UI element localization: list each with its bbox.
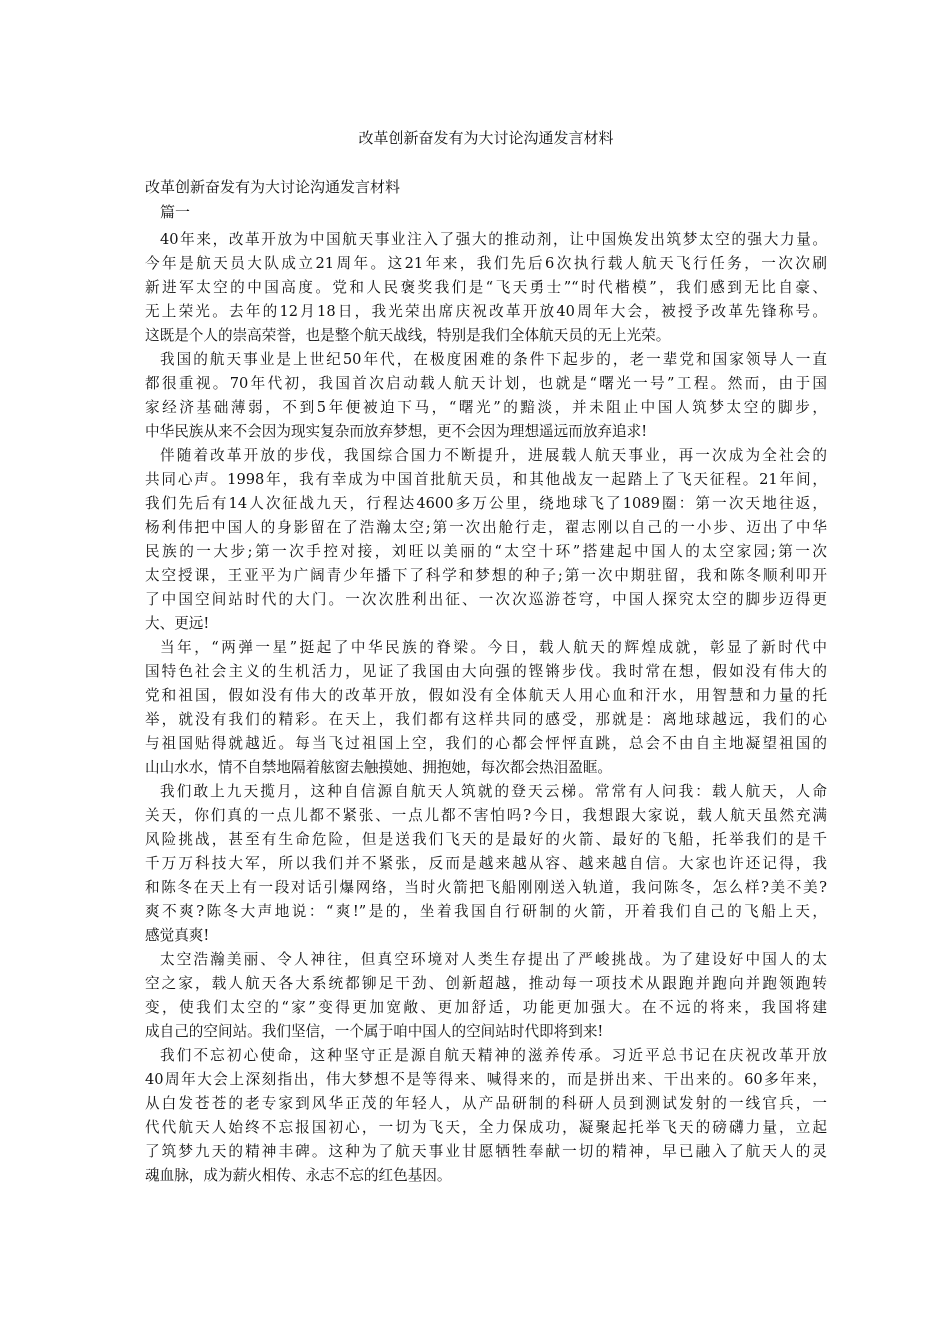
paragraph-line: 40年来，改革开放为中国航天事业注入了强大的推动剂，让中国焕发出筑梦太空的强大力量。 bbox=[160, 231, 827, 248]
paragraph-line: 了中国空间站时代的大门。一次次胜利出征、一次次巡游苍穹，中国人探究太空的脚步迈得更 bbox=[145, 591, 827, 608]
paragraph-line: 我们不忘初心使命，这种坚守正是源自航天精神的滋养传承。习近平总书记在庆祝改革开放 bbox=[160, 1047, 827, 1064]
paragraph-line: 伴随着改革开放的步伐，我国综合国力不断提升，进展载人航天事业，再一次成为全社会的 bbox=[160, 447, 827, 464]
paragraph-line: 中华民族从来不会因为现实复杂而放弃梦想，更不会因为理想遥远而放弃追求! bbox=[145, 423, 648, 440]
document-body bbox=[145, 228, 827, 1188]
paragraph-line: 我们先后有14人次征战九天，行程达4600多万公里，绕地球飞了1089圈：第一次天地往返， bbox=[145, 495, 827, 512]
paragraph-line: 变，使我们太空的“家”变得更加宽敞、更加舒适，功能更加强大。在不远的将来，我国将建 bbox=[145, 999, 827, 1016]
paragraph-line: 爽不爽?陈冬大声地说：“爽!”是的，坐着我国自行研制的火箭，开着我们自己的飞船上天， bbox=[145, 903, 827, 920]
paragraph-line: 魂血脉，成为薪火相传、永志不忘的红色基因。 bbox=[145, 1167, 452, 1184]
document-title: 改革创新奋发有为大讨论沟通发言材料 bbox=[358, 129, 614, 147]
paragraph bbox=[145, 228, 827, 348]
paragraph-line: 风险挑战，甚至有生命危险，但是送我们飞天的是最好的火箭、最好的飞船，托举我们的是千 bbox=[145, 831, 827, 848]
paragraph-line: 我们敢上九天揽月，这种自信源自航天人筑就的登天云梯。常常有人问我：载人航天，人命 bbox=[160, 783, 827, 800]
document-subtitle: 改革创新奋发有为大讨论沟通发言材料 bbox=[145, 178, 401, 196]
paragraph bbox=[145, 780, 827, 948]
paragraph-line: 千万万科技大军，所以我们并不紧张，反而是越来越从容、越来越自信。大家也许还记得，我 bbox=[145, 855, 827, 872]
paragraph-line: 我国的航天事业是上世纪50年代，在极度困难的条件下起步的，老一辈党和国家领导人一直 bbox=[160, 351, 827, 368]
paragraph-line: 与祖国贴得就越近。每当飞过祖国上空，我们的心都会怦怦直跳，总会不由自主地凝望祖国的 bbox=[145, 735, 827, 752]
paragraph bbox=[145, 444, 827, 636]
paragraph-line: 成自己的空间站。我们坚信，一个属于咱中国人的空间站时代即将到来! bbox=[145, 1023, 604, 1040]
section-label: 篇一 bbox=[160, 203, 191, 221]
paragraph-line: 民族的一大步;第一次手控对接，刘旺以美丽的“太空十环”搭建起中国人的太空家园;第一次 bbox=[145, 543, 827, 560]
paragraph-line: 家经济基础薄弱，不到5年便被迫下马，“曙光”的黯淡，并未阻止中国人筑梦太空的脚步， bbox=[145, 399, 827, 416]
paragraph bbox=[145, 1044, 827, 1188]
paragraph-line: 今年是航天员大队成立21周年。这21年来，我们先后6次执行载人航天飞行任务，一次次刷 bbox=[145, 255, 827, 272]
paragraph-line: 无上荣光。去年的12月18日，我光荣出席庆祝改革开放40周年大会，被授予改革先锋称号。 bbox=[145, 303, 827, 320]
paragraph bbox=[145, 636, 827, 780]
paragraph bbox=[145, 948, 827, 1044]
paragraph-line: 这既是个人的崇高荣誉，也是整个航天战线，特别是我们全体航天员的无上光荣。 bbox=[145, 327, 671, 344]
paragraph-line: 40周年大会上深刻指出，伟大梦想不是等得来、喊得来的，而是拼出来、干出来的。60多年来， bbox=[145, 1071, 827, 1088]
paragraph-line: 大、更远! bbox=[145, 615, 210, 632]
paragraph-line: 当年，“两弹一星”挺起了中华民族的脊梁。今日，载人航天的辉煌成就，彰显了新时代中 bbox=[160, 639, 827, 656]
paragraph-line: 和陈冬在天上有一段对话引爆网络，当时火箭把飞船刚刚送入轨道，我问陈冬，怎么样?美不美? bbox=[145, 879, 827, 896]
paragraph-line: 山山水水，情不自禁地隔着舷窗去触摸她、拥抱她，每次都会热泪盈眶。 bbox=[145, 759, 613, 776]
paragraph-line: 举，就没有我们的精彩。在天上，我们都有这样共同的感受，那就是：离地球越远，我们的心 bbox=[145, 711, 827, 728]
paragraph-line: 从白发苍苍的老专家到风华正茂的年轻人，从产品研制的科研人员到测试发射的一线官兵，一 bbox=[145, 1095, 827, 1112]
paragraph-line: 关天，你们真的一点儿都不紧张、一点儿都不害怕吗?今日，我想跟大家说，载人航天虽然充满 bbox=[145, 807, 827, 824]
paragraph-line: 党和祖国，假如没有伟大的改革开放，假如没有全体航天人用心血和汗水，用智慧和力量的托 bbox=[145, 687, 827, 704]
paragraph-line: 新进军太空的中国高度。党和人民褒奖我们是“飞天勇士”“时代楷模”，我们感到无比自豪、 bbox=[145, 279, 827, 296]
paragraph-line: 太空浩瀚美丽、令人神往，但真空环境对人类生存提出了严峻挑战。为了建设好中国人的太 bbox=[160, 951, 827, 968]
paragraph-line: 国特色社会主义的生机活力，见证了我国由大向强的铿锵步伐。我时常在想，假如没有伟大的 bbox=[145, 663, 827, 680]
paragraph-line: 太空授课，王亚平为广阔青少年播下了科学和梦想的种子;第一次中期驻留，我和陈冬顺利叩开 bbox=[145, 567, 827, 584]
paragraph-line: 代代航天人始终不忘报国初心，一切为飞天，全力保成功，凝聚起托举飞天的磅礴力量，立起 bbox=[145, 1119, 827, 1136]
paragraph-line: 感觉真爽! bbox=[145, 927, 210, 944]
paragraph bbox=[145, 348, 827, 444]
paragraph-line: 都很重视。70年代初，我国首次启动载人航天计划，也就是“曙光一号”工程。然而，由于国 bbox=[145, 375, 827, 392]
paragraph-line: 空之家，载人航天各大系统都铆足干劲、创新超越，推动每一项技术从跟跑并跑向并跑领跑转 bbox=[145, 975, 827, 992]
paragraph-line: 了筑梦九天的精神丰碑。这种为了航天事业甘愿牺牲奉献一切的精神，早已融入了航天人的灵 bbox=[145, 1143, 827, 1160]
paragraph-line: 共同心声。1998年，我有幸成为中国首批航天员，和其他战友一起踏上了飞天征程。21年间， bbox=[145, 471, 827, 488]
paragraph-line: 杨利伟把中国人的身影留在了浩瀚太空;第一次出舱行走，翟志刚以自己的一小步、迈出了中华 bbox=[145, 519, 827, 536]
